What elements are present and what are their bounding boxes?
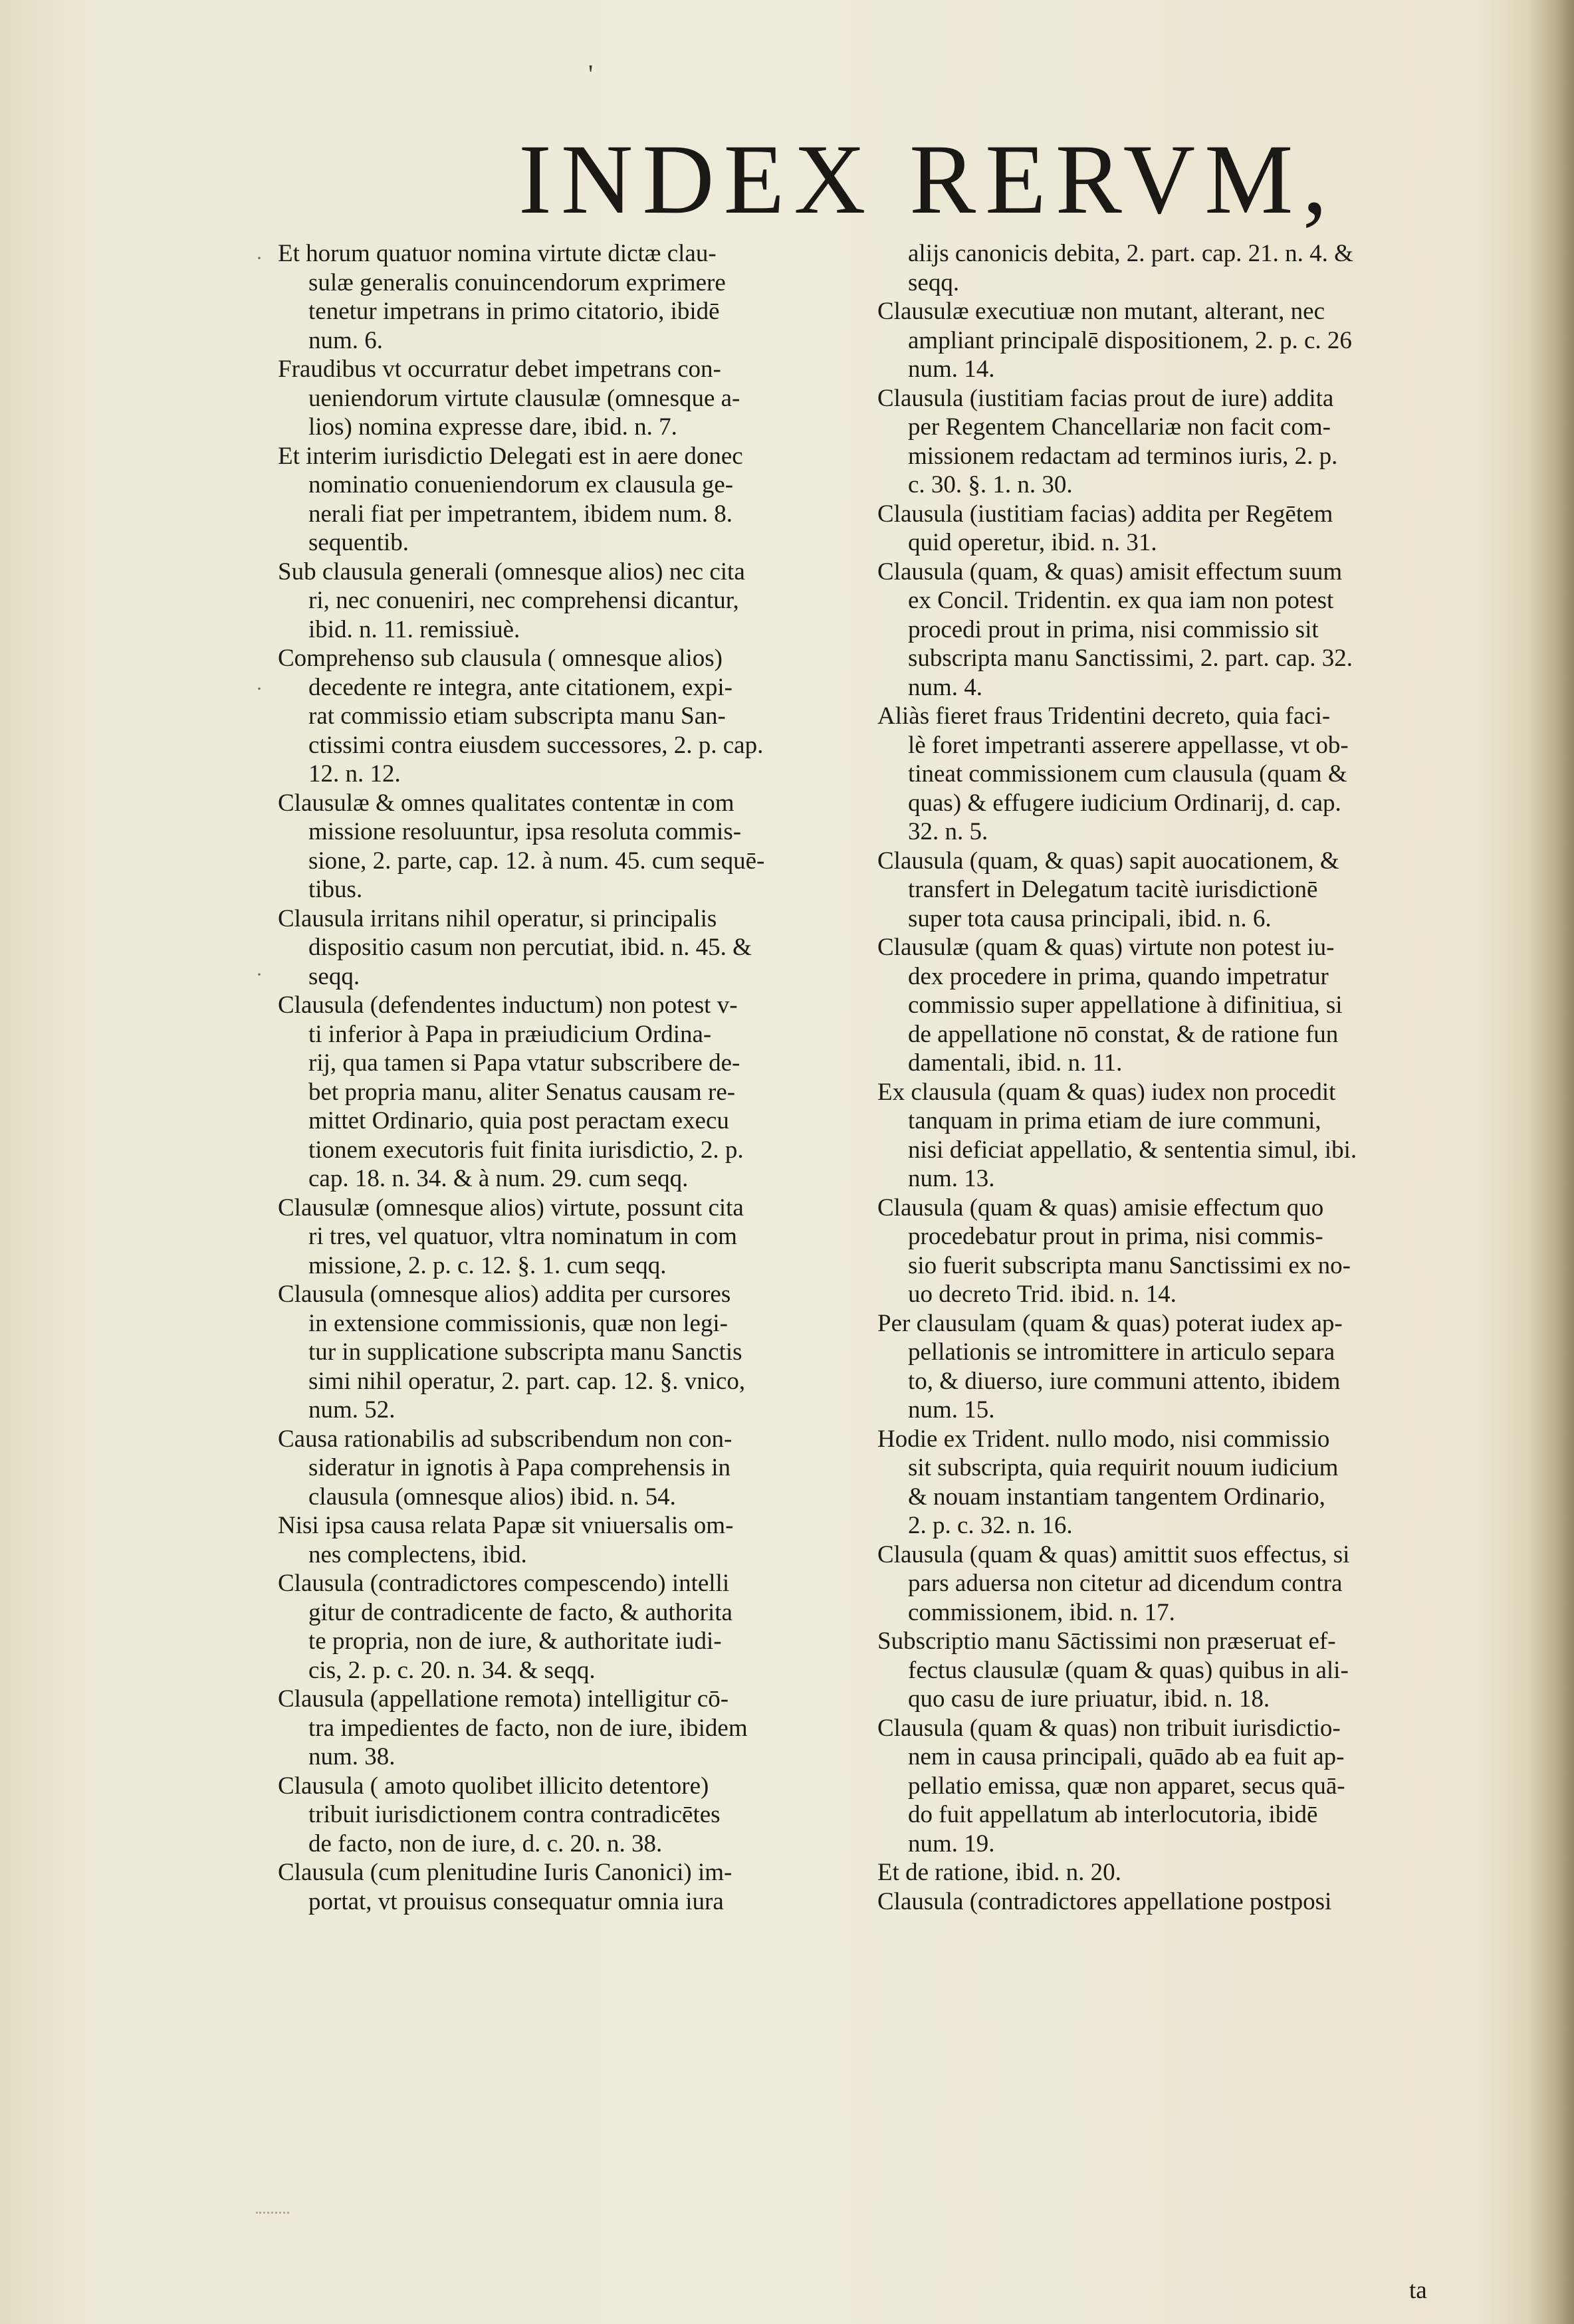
entry-continuation-line: ri, nec conueniri, nec comprehensi dicantur, [308, 587, 739, 614]
index-entry [278, 1280, 833, 1425]
entry-continuation-line: quid operetur, ibid. n. 31. [908, 529, 1157, 556]
entry-continuation-line: nem in causa principali, quādo ab ea fuit ap- [908, 1743, 1345, 1770]
entry-continuation-line: alijs canonicis debita, 2. part. cap. 21. n. 4. & [908, 240, 1353, 267]
index-entry [877, 1078, 1449, 1194]
entry-continuation-line: 2. p. c. 32. n. 16. [908, 1512, 1073, 1539]
margin-dot-mark: · [256, 678, 263, 700]
index-entry [877, 500, 1449, 558]
entry-continuation-line: portat, vt prouisus consequatur omnia iura [308, 1887, 724, 1915]
entry-first-line: Et horum quatuor nomina virtute dictæ clau- [278, 240, 717, 267]
entry-continuation-line: num. 15. [908, 1396, 995, 1424]
entry-continuation-line: num. 6. [308, 326, 384, 354]
index-entry [278, 355, 833, 442]
index-entry [877, 1309, 1449, 1425]
entry-first-line: Clausulæ & omnes qualitates contentæ in com [278, 789, 734, 817]
entry-continuation-line: ctissimi contra eiusdem successores, 2. p. cap. [308, 731, 764, 759]
entry-continuation-line: super tota causa principali, ibid. n. 6. [908, 904, 1272, 932]
index-entry [877, 847, 1449, 934]
entry-continuation-line: transfert in Delegatum tacitè iurisdictionē [908, 876, 1318, 903]
index-entry [877, 1714, 1449, 1859]
entry-continuation-line: commissionem, ibid. n. 17. [908, 1598, 1175, 1626]
index-entry [278, 1858, 833, 1916]
entry-continuation-line: per Regentem Chancellariæ non facit com- [908, 413, 1331, 441]
entry-continuation-line: clausula (omnesque alios) ibid. n. 54. [308, 1483, 676, 1511]
index-entry [278, 442, 833, 558]
entry-continuation-line: num. 38. [308, 1743, 395, 1770]
page-gutter-shadow [1527, 0, 1574, 2324]
entry-continuation-line: num. 4. [908, 673, 983, 701]
index-entry [877, 239, 1449, 297]
entry-first-line: Clausula (contradictores compescendo) intelli [278, 1570, 730, 1597]
entry-continuation-line: dispositio casum non percutiat, ibid. n. 45. & [308, 934, 752, 961]
entry-continuation-line: ex Concil. Tridentin. ex qua iam non potest [908, 587, 1334, 614]
entry-continuation-line: pellationis se intromittere in articulo separa [908, 1338, 1335, 1366]
entry-first-line: Clausula (appellatione remota) intelligitur cō- [278, 1685, 729, 1713]
entry-first-line: Per clausulam (quam & quas) poterat iudex ap- [877, 1309, 1343, 1337]
entry-continuation-line: tra impedientes de facto, non de iure, ibidem [308, 1714, 748, 1742]
index-entry [877, 1540, 1449, 1628]
entry-continuation-line: tibus. [308, 876, 363, 903]
index-entry [877, 1887, 1449, 1917]
entry-continuation-line: sequentib. [308, 529, 409, 556]
index-entry [877, 1194, 1449, 1309]
entry-first-line: Clausulæ (quam & quas) virtute non potest iu- [877, 934, 1335, 961]
catchword: ta [1409, 2277, 1427, 2304]
entry-continuation-line: ti inferior à Papa in præiudicium Ordina- [308, 1020, 712, 1048]
entry-first-line: Clausula ( amoto quolibet illicito detentore) [278, 1772, 709, 1800]
entry-continuation-line: lios) nomina expresse dare, ibid. n. 7. [308, 413, 677, 441]
index-entry [877, 384, 1449, 500]
entry-continuation-line: seqq. [308, 962, 360, 990]
entry-continuation-line: ri tres, vel quatuor, vltra nominatum in com [308, 1223, 737, 1250]
entry-first-line: Aliàs fieret fraus Tridentini decreto, quia faci- [877, 702, 1331, 730]
right-column [877, 239, 1449, 1916]
entry-first-line: Hodie ex Trident. nullo modo, nisi commissio [877, 1425, 1330, 1453]
entry-continuation-line: procedebatur prout in prima, nisi commis- [908, 1223, 1323, 1250]
margin-dot-mark: · [256, 247, 263, 269]
entry-continuation-line: nes complectens, ibid. [308, 1540, 527, 1568]
entry-continuation-line: pars aduersa non citetur ad dicendum contra [908, 1570, 1343, 1597]
entry-continuation-line: in extensione commissionis, quæ non legi- [308, 1309, 729, 1337]
entry-continuation-line: missione, 2. p. c. 12. §. 1. cum seqq. [308, 1251, 667, 1279]
page-heading: INDEX RERVM, [518, 124, 1337, 235]
entry-continuation-line: seqq. [908, 268, 960, 296]
entry-continuation-line: mittet Ordinario, quia post peractam execu [308, 1107, 729, 1134]
index-entry [877, 1425, 1449, 1540]
index-entry [877, 297, 1449, 384]
index-entry [278, 1685, 833, 1772]
entry-first-line: Clausula (quam & quas) amittit suos effectus, si [877, 1540, 1350, 1568]
index-entry [278, 1569, 833, 1685]
entry-continuation-line: ueniendorum virtute clausulæ (omnesque a- [308, 384, 740, 412]
entry-first-line: Ex clausula (quam & quas) iudex non procedit [877, 1078, 1336, 1106]
entry-continuation-line: missionem redactam ad terminos iuris, 2. p. [908, 442, 1338, 470]
entry-continuation-line: de facto, non de iure, d. c. 20. n. 38. [308, 1830, 663, 1857]
entry-first-line: Sub clausula generali (omnesque alios) nec cita [278, 558, 745, 585]
entry-continuation-line: nominatio conueniendorum ex clausula ge- [308, 471, 734, 498]
entry-continuation-line: num. 52. [308, 1396, 395, 1424]
entry-continuation-line: ibid. n. 11. remissiuè. [308, 615, 520, 643]
index-entry [278, 1772, 833, 1859]
index-entry [278, 1425, 833, 1512]
entry-continuation-line: tanquam in prima etiam de iure communi, [908, 1107, 1321, 1134]
entry-continuation-line: uo decreto Trid. ibid. n. 14. [908, 1281, 1177, 1308]
entry-first-line: Clausula (defendentes inductum) non potest v- [278, 992, 738, 1019]
entry-continuation-line: quo casu de iure priuatur, ibid. n. 18. [908, 1685, 1270, 1713]
entry-first-line: Clausula (contradictores appellatione postposi [877, 1887, 1332, 1915]
entry-first-line: Clausula (quam & quas) non tribuit iurisdictio- [877, 1714, 1341, 1742]
entry-continuation-line: tineat commissionem cum clausula (quam & [908, 760, 1347, 788]
index-entry [877, 558, 1449, 702]
entry-first-line: Fraudibus vt occurratur debet impetrans con- [278, 356, 721, 383]
footer-ink-mark [256, 2193, 289, 2214]
index-entry [278, 1194, 833, 1281]
entry-first-line: Et interim iurisdictio Delegati est in aere donec [278, 442, 743, 470]
entry-continuation-line: num. 19. [908, 1830, 995, 1857]
entry-continuation-line: to, & diuerso, iure communi attento, ibidem [908, 1367, 1341, 1395]
entry-continuation-line: commissio super appellatione à difinitiua, si [908, 992, 1343, 1019]
entry-continuation-line: sit subscripta, quia requirit nouum iudicium [908, 1454, 1339, 1481]
entry-first-line: Et de ratione, ibid. n. 20. [877, 1859, 1121, 1886]
entry-continuation-line: & nouam instantiam tangentem Ordinario, [908, 1483, 1325, 1511]
index-entry [877, 702, 1449, 847]
entry-continuation-line: decedente re integra, ante citationem, expi- [308, 673, 732, 701]
entry-first-line: Clausula (quam & quas) amisie effectum quo [877, 1194, 1324, 1221]
entry-first-line: Clausula (omnesque alios) addita per cursores [278, 1281, 731, 1308]
entry-continuation-line: tionem executoris fuit finita iurisdictio, 2. p. [308, 1136, 744, 1164]
entry-continuation-line: do fuit appellatum ab interlocutoria, ibidē [908, 1801, 1318, 1828]
entry-continuation-line: lè foret impetranti asserere appellasse, vt ob- [908, 731, 1349, 759]
entry-continuation-line: cap. 18. n. 34. & à num. 29. cum seqq. [308, 1165, 689, 1192]
entry-continuation-line: 12. n. 12. [308, 760, 401, 788]
entry-continuation-line: sio fuerit subscripta manu Sanctissimi ex no- [908, 1251, 1351, 1279]
entry-continuation-line: simi nihil operatur, 2. part. cap. 12. §. vnico, [308, 1367, 746, 1395]
index-entry [877, 1627, 1449, 1714]
left-column [278, 239, 833, 1916]
entry-first-line: Clausula (quam, & quas) sapit auocationem, & [877, 847, 1339, 875]
entry-continuation-line: procedi prout in prima, nisi commissio sit [908, 615, 1319, 643]
entry-continuation-line: tenetur impetrans in primo citatorio, ibidē [308, 298, 720, 325]
entry-first-line: Clausula irritans nihil operatur, si principalis [278, 904, 717, 932]
entry-continuation-line: damentali, ibid. n. 11. [908, 1049, 1123, 1077]
index-entry [278, 644, 833, 789]
entry-continuation-line: dex procedere in prima, quando impetratur [908, 962, 1329, 990]
entry-continuation-line: tur in supplicatione subscripta manu Sanctis [308, 1338, 742, 1366]
entry-continuation-line: sideratur in ignotis à Papa comprehensis in [308, 1454, 731, 1481]
entry-continuation-line: c. 30. §. 1. n. 30. [908, 471, 1073, 498]
entry-continuation-line: nisi deficiat appellatio, & sententia simul, ibi. [908, 1136, 1357, 1164]
entry-continuation-line: cis, 2. p. c. 20. n. 34. & seqq. [308, 1656, 596, 1684]
entry-continuation-line: tribuit iurisdictionem contra contradicētes [308, 1801, 721, 1828]
index-entry [278, 904, 833, 992]
entry-first-line: Comprehenso sub clausula ( omnesque alios) [278, 645, 723, 672]
entry-continuation-line: rij, qua tamen si Papa vtatur subscribere de- [308, 1049, 740, 1077]
entry-first-line: Causa rationabilis ad subscribendum non con- [278, 1425, 732, 1453]
entry-first-line: Clausula (iustitiam facias prout de iure) addita [877, 384, 1334, 412]
entry-continuation-line: gitur de contradicente de facto, & authorita [308, 1598, 732, 1626]
entry-first-line: Clausula (iustitiam facias) addita per Regētem [877, 500, 1333, 528]
entry-first-line: Nisi ipsa causa relata Papæ sit vniuersalis om- [278, 1512, 734, 1539]
entry-continuation-line: de appellatione nō constat, & de ratione fun [908, 1020, 1339, 1048]
entry-continuation-line: nerali fiat per impetrantem, ibidem num. 8. [308, 500, 733, 528]
entry-continuation-line: sulæ generalis conuincendorum exprimere [308, 268, 726, 296]
entry-continuation-line: missione resoluuntur, ipsa resoluta commis- [308, 818, 742, 845]
entry-first-line: Clausulæ (omnesque alios) virtute, possunt cita [278, 1194, 744, 1221]
entry-continuation-line: quas) & effugere iudicium Ordinarij, d. cap. [908, 789, 1341, 817]
entry-continuation-line: 32. n. 5. [908, 818, 988, 845]
entry-first-line: Clausula (cum plenitudine Iuris Canonici) im- [278, 1859, 732, 1886]
index-entry [278, 1511, 833, 1569]
index-entry [877, 933, 1449, 1078]
entry-continuation-line: rat commissio etiam subscripta manu San- [308, 702, 726, 730]
index-entry [278, 558, 833, 645]
entry-continuation-line: ampliant principalē dispositionem, 2. p. c. 26 [908, 326, 1352, 354]
entry-continuation-line: num. 13. [908, 1165, 995, 1192]
top-mark: ' [588, 59, 594, 89]
entry-continuation-line: subscripta manu Sanctissimi, 2. part. cap. 32. [908, 645, 1353, 672]
entry-continuation-line: fectus clausulæ (quam & quas) quibus in ali- [908, 1656, 1349, 1684]
entry-first-line: Subscriptio manu Sāctissimi non præseruat ef- [877, 1628, 1336, 1655]
entry-first-line: Clausulæ executiuæ non mutant, alterant, nec [877, 298, 1325, 325]
entry-first-line: Clausula (quam, & quas) amisit effectum suum [877, 558, 1343, 585]
entry-continuation-line: te propria, non de iure, & authoritate iudi- [308, 1628, 722, 1655]
index-entry [877, 1858, 1449, 1887]
index-entry [278, 991, 833, 1194]
index-entry [278, 789, 833, 904]
margin-dot-mark: · [256, 964, 263, 986]
entry-continuation-line: bet propria manu, aliter Senatus causam re- [308, 1078, 736, 1106]
entry-continuation-line: sione, 2. parte, cap. 12. à num. 45. cum sequē- [308, 847, 765, 875]
entry-continuation-line: num. 14. [908, 356, 995, 383]
entry-continuation-line: pellatio emissa, quæ non apparet, secus quā- [908, 1772, 1345, 1800]
index-entry [278, 239, 833, 355]
